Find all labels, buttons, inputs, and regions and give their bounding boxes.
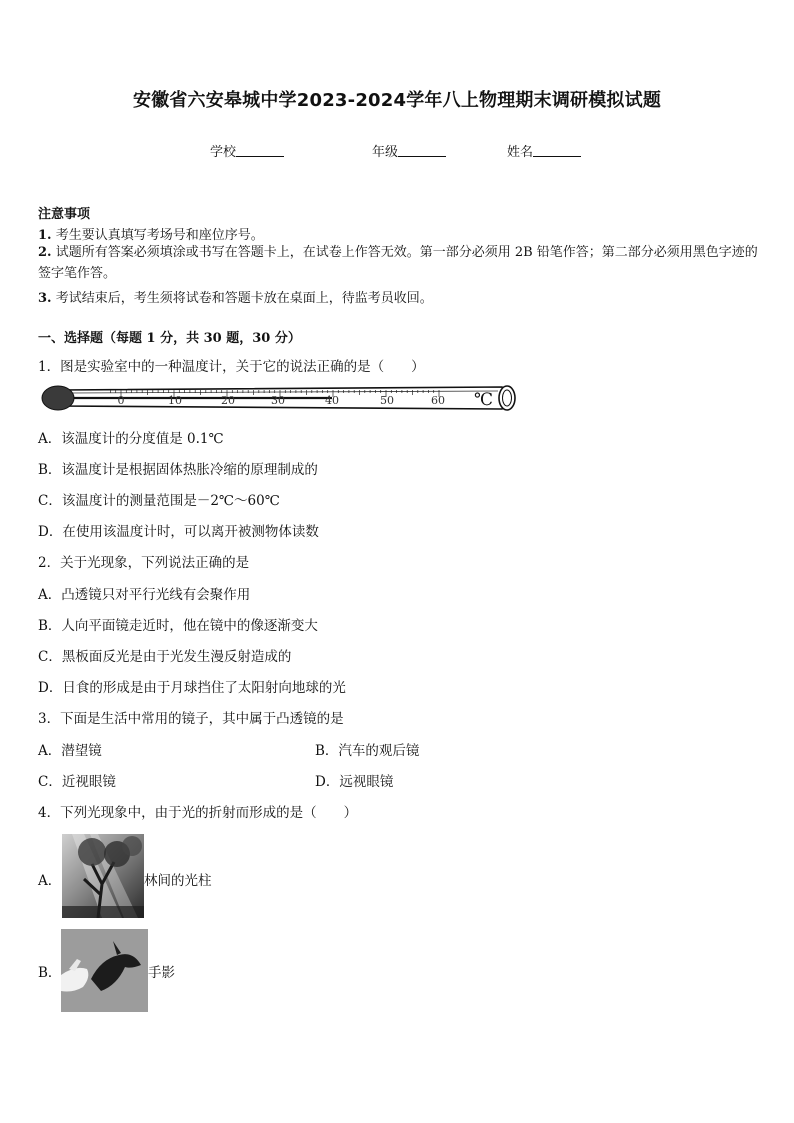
q2-option-a: A．凸透镜只对平行光线有会聚作用 (38, 587, 251, 603)
q4-option-b-caption: 手影 (148, 965, 175, 981)
thermometer-figure (40, 379, 520, 417)
notes-heading: 注意事项 (38, 207, 91, 222)
school-label: 学校 (210, 145, 237, 160)
question-2-stem: 2．关于光现象，下列说法正确的是 (38, 555, 250, 571)
note-1: 1. 考生要认真填写考场号和座位序号。 (38, 228, 264, 243)
q2-option-c: C．黑板面反光是由于光发生漫反射造成的 (38, 649, 292, 665)
note-3: 3. 考试结束后，考生须将试卷和答题卡放在桌面上，待监考员收回。 (38, 291, 433, 306)
tick-label-0: 0 (117, 394, 125, 407)
thermometer-bulb (42, 386, 74, 410)
q3-option-c: C．近视眼镜 (38, 774, 116, 790)
section-title: 一、选择题（每题 1 分，共 30 题，30 分） (38, 331, 301, 346)
name-label: 姓名 (507, 145, 534, 160)
tick-label-60: 60 (431, 394, 445, 407)
q1-option-a: A．该温度计的分度值是 0.1℃ (38, 431, 224, 447)
tick-label-20: 20 (221, 394, 235, 407)
tick-label-50: 50 (380, 394, 394, 407)
tick-label-10: 10 (168, 394, 182, 407)
grade-blank (398, 144, 446, 157)
q3-option-b: B．汽车的观后镜 (315, 743, 420, 759)
q4-option-a-caption: 林间的光柱 (144, 873, 212, 889)
tick-label-30: 30 (271, 394, 285, 407)
tick-label-40: 40 (325, 394, 339, 407)
forest-light-rays-photo (62, 834, 144, 918)
q1-option-b: B．该温度计是根据固体热胀冷缩的原理制成的 (38, 462, 318, 478)
q4-option-a-letter: A． (38, 873, 62, 889)
question-3-stem: 3．下面是生活中常用的镜子，其中属于凸透镜的是 (38, 711, 344, 727)
q4-option-b-letter: B． (38, 965, 62, 981)
q3-option-a: A．潜望镜 (38, 743, 102, 759)
question-1-stem: 1．图是实验室中的一种温度计，关于它的说法正确的是（ ） (38, 359, 425, 375)
page-title: 安徽省六安皋城中学2023-2024学年八上物理期末调研模拟试题 (132, 90, 662, 111)
name-field (507, 141, 581, 160)
grade-field (372, 141, 446, 160)
q3-option-d: D．远视眼镜 (315, 774, 394, 790)
note-2: 2. 试题所有答案必须填涂或书写在答题卡上，在试卷上作答无效。第一部分必须用 2B 铅笔作答；第二部分必须用黑色字迹的签字笔作答。 (38, 245, 758, 281)
question-4-stem: 4．下列光现象中，由于光的折射而形成的是（ ） (38, 805, 358, 821)
school-blank (236, 144, 284, 157)
celsius-unit: ℃ (474, 390, 494, 410)
q1-option-d: D．在使用该温度计时，可以离开被测物体读数 (38, 524, 319, 540)
q2-option-d: D．日食的形成是由于月球挡住了太阳射向地球的光 (38, 680, 346, 696)
q2-option-b: B．人向平面镜走近时，他在镜中的像逐渐变大 (38, 618, 318, 634)
hand-shadow-photo (61, 929, 148, 1012)
name-blank (533, 144, 581, 157)
school-field (210, 141, 284, 160)
q1-option-c: C．该温度计的测量范围是－2℃～60℃ (38, 493, 280, 509)
grade-label: 年级 (372, 145, 399, 160)
